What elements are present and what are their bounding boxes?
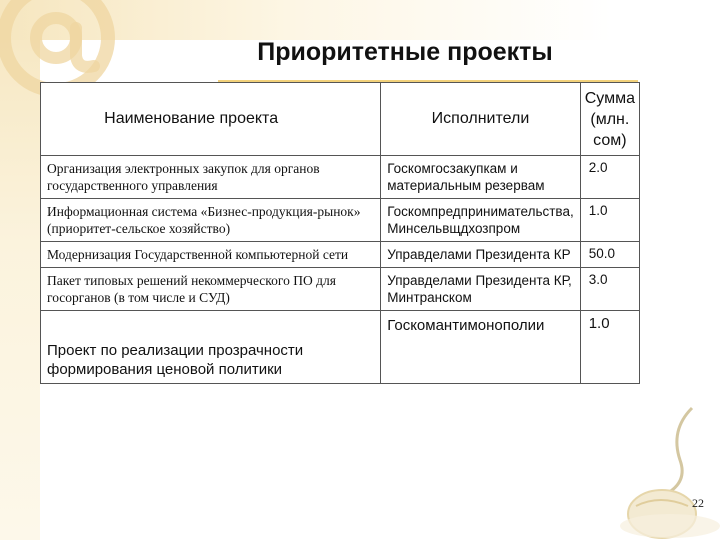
page-number: 22 [692, 496, 704, 510]
amount-cell: 2.0 [580, 156, 639, 199]
header-project-name: Наименование проекта [41, 83, 381, 156]
executors-cell: Госкомпредпринимательства, Минсельвщдхозпром [381, 199, 580, 242]
computer-mouse-icon [600, 390, 720, 540]
table-row [41, 156, 640, 199]
page-title: Приоритетные проекты [257, 38, 553, 66]
project-name-cell: Модернизация Государственной компьютерной сети [41, 242, 381, 268]
executors-cell: Управделами Президента КР, Минтранском [381, 268, 580, 311]
projects-table [40, 82, 640, 384]
project-name-cell: Информационная система «Бизнес-продукция-рынок» (приоритет-сельское хозяйство) [41, 199, 381, 242]
table-header-row [41, 83, 640, 156]
table-row [41, 199, 640, 242]
table-row [41, 242, 640, 268]
amount-cell: 3.0 [580, 268, 639, 311]
table-row [41, 311, 640, 384]
executors-cell: Госкомгосзакупкам и материальным резервам [381, 156, 580, 199]
amount-cell: 1.0 [580, 199, 639, 242]
project-name-cell: Организация электронных закупок для органов государственного управления [41, 156, 381, 199]
header-amount: Сумма (млн. сом) [580, 83, 639, 156]
amount-cell: 50.0 [580, 242, 639, 268]
header-executors: Исполнители [381, 83, 580, 156]
executors-cell: Госкомантимонополии [381, 311, 580, 384]
project-name-cell: Пакет типовых решений некоммерческого ПО для госорганов (в том числе и СУД) [41, 268, 381, 311]
project-name-cell: Проект по реализации прозрачности формирования ценовой политики [41, 311, 381, 384]
table-row [41, 268, 640, 311]
executors-cell: Управделами Президента КР [381, 242, 580, 268]
amount-cell: 1.0 [580, 311, 639, 384]
